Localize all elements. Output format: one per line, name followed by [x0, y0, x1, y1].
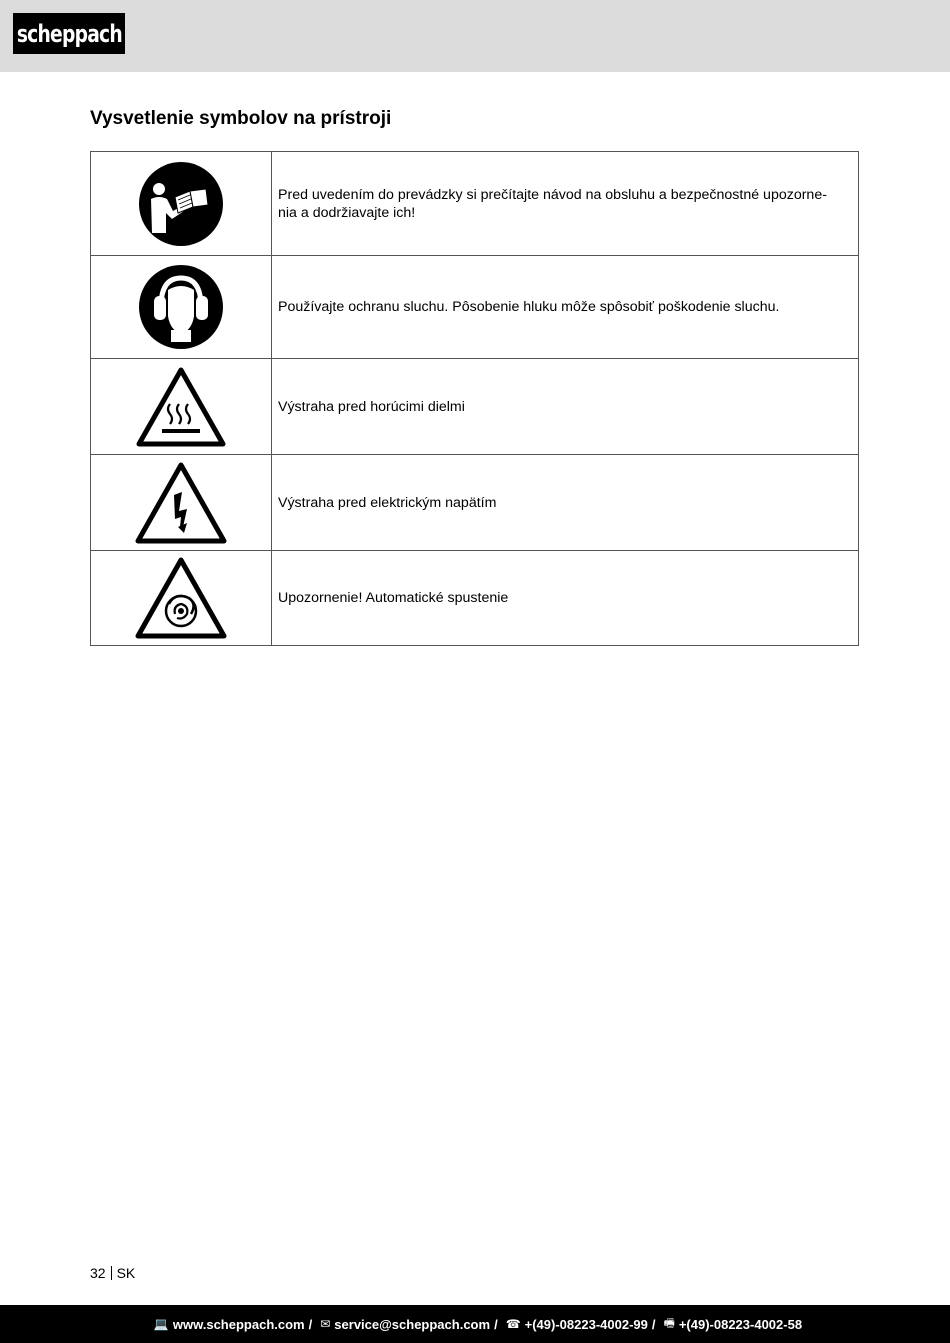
footer-bar — [0, 1305, 950, 1343]
footer-email[interactable]: service@scheppach.com — [334, 1316, 491, 1332]
footer-phone: +(49)-08223-4002-99 — [524, 1316, 648, 1332]
footer-separator: / — [494, 1316, 498, 1332]
phone-icon: ☎ — [505, 1317, 521, 1331]
footer-separator: / — [308, 1316, 313, 1332]
hot-surface-warning-icon — [136, 366, 226, 448]
fax-icon: 🖷 — [663, 1315, 675, 1330]
icon-cell — [91, 551, 272, 646]
page-title: Vysvetlenie symbolov na prístroji — [90, 108, 392, 129]
table-row — [91, 551, 859, 646]
automatic-start-warning-icon — [135, 556, 227, 640]
footer-fax: +(49)-08223-4002-58 — [678, 1316, 803, 1332]
table-row — [91, 152, 859, 256]
icon-cell — [91, 455, 272, 551]
symbol-description: Výstraha pred horúcimi dielmi — [272, 359, 859, 455]
table-row — [91, 256, 859, 359]
symbol-description: Používajte ochranu sluchu. Pôsobenie hluku môže spôsobiť poškodenie sluchu. — [272, 256, 859, 359]
symbol-description: Upozornenie! Automatické spustenie — [272, 551, 859, 646]
electric-voltage-warning-icon — [135, 461, 227, 545]
hearing-protection-icon — [138, 264, 224, 350]
page-number: 32 SK — [90, 1265, 136, 1281]
mail-icon: ✉ — [320, 1317, 331, 1331]
table-row — [91, 359, 859, 455]
symbol-description: Pred uvedením do prevádzky si prečítajte návod na obsluhu a bezpečnostné upozorne- nia a dodržiavajte ich! — [272, 152, 859, 256]
read-manual-icon — [138, 161, 224, 247]
footer-website[interactable]: www.scheppach.com — [172, 1316, 305, 1332]
icon-cell — [91, 256, 272, 359]
header-bar — [0, 0, 950, 72]
scheppach-logo: scheppach — [13, 13, 125, 54]
table-row — [91, 455, 859, 551]
icon-cell — [91, 152, 272, 256]
computer-icon: 💻 — [153, 1317, 169, 1331]
icon-cell — [91, 359, 272, 455]
footer-separator: / — [651, 1316, 656, 1332]
symbol-description: Výstraha pred elektrickým napätím — [272, 455, 859, 551]
symbols-table — [90, 151, 859, 646]
